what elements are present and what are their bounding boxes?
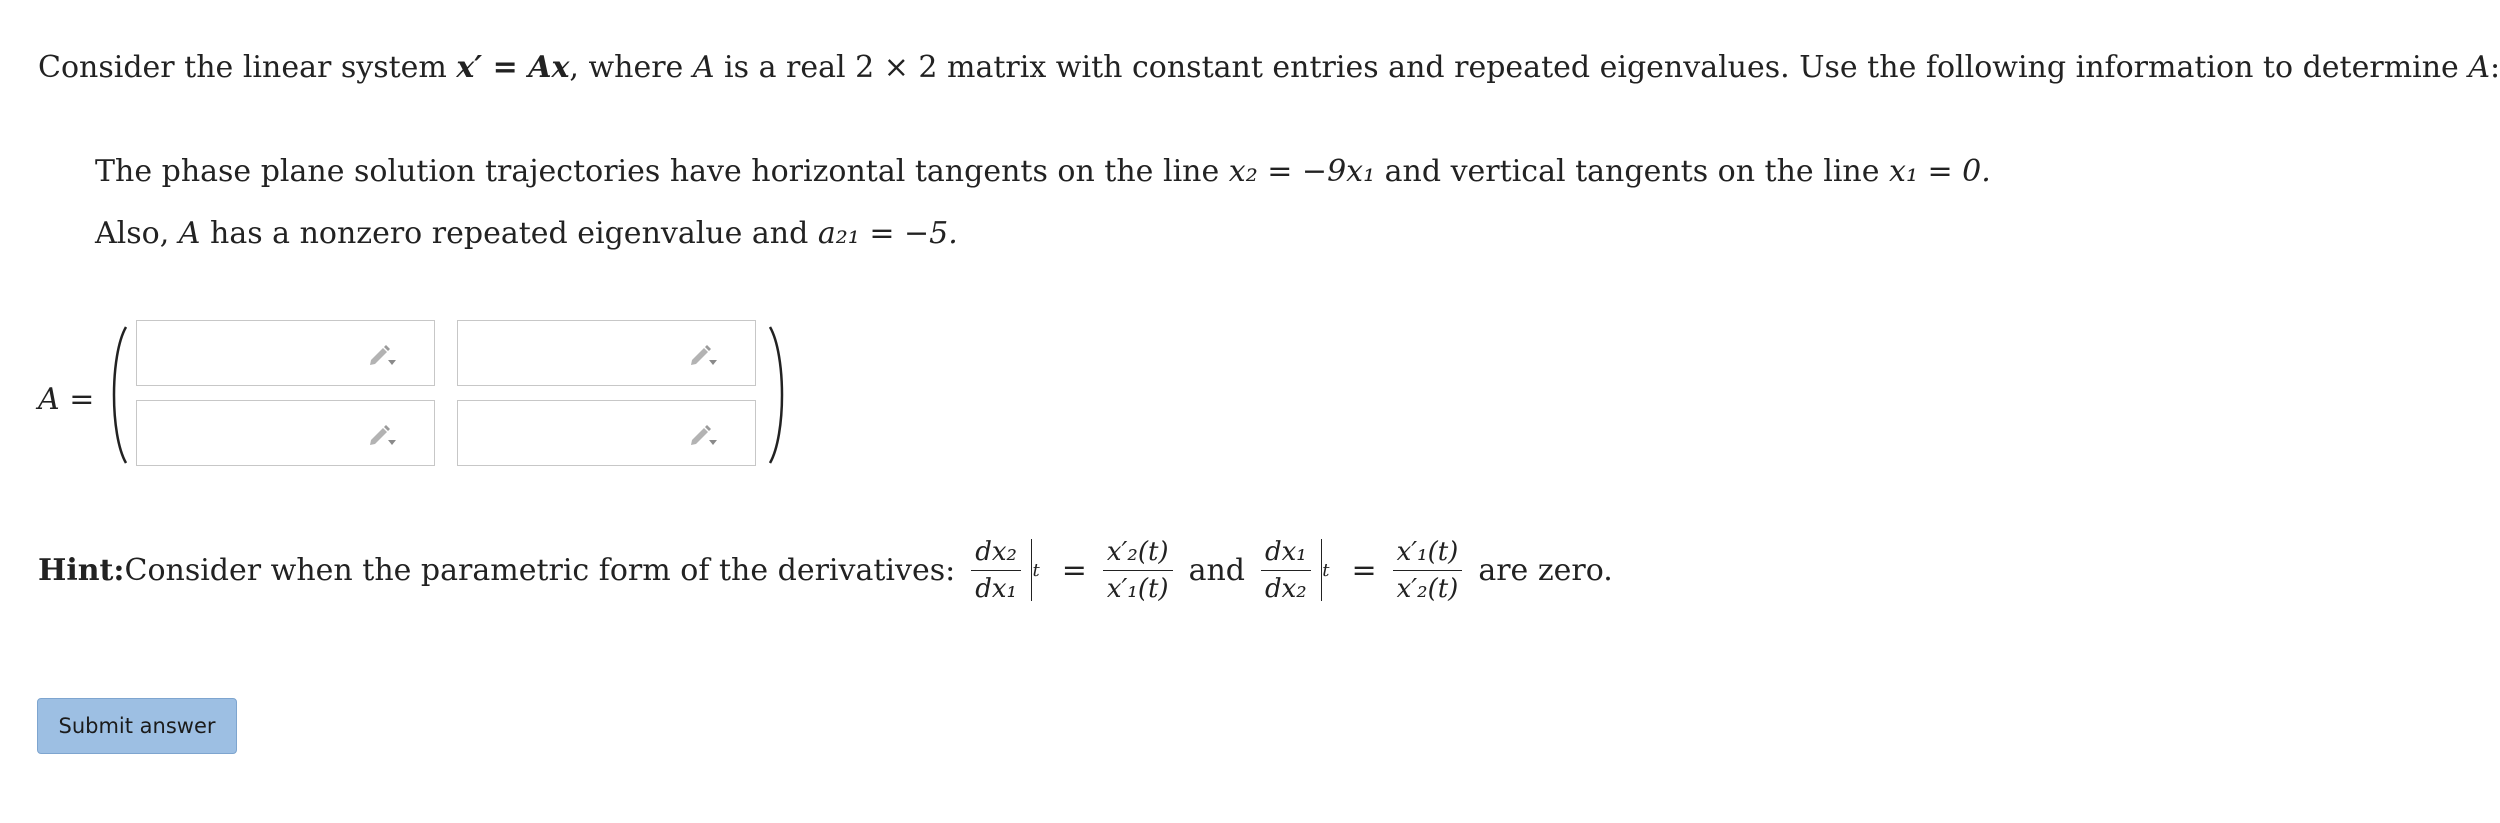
vertical-tangent-line: x₁ = 0. <box>1889 154 1991 189</box>
info-line-tangents <box>95 152 1991 192</box>
fraction-x1p-x2p <box>1393 536 1463 605</box>
matrix-symbol: A <box>2468 50 2491 85</box>
a21-value: a₂₁ = −5. <box>817 216 958 251</box>
matrix-input-a21[interactable] <box>137 401 367 465</box>
evaluation-bar <box>1321 539 1323 601</box>
intro-text: : <box>2490 50 2500 85</box>
hint-tail: are zero. <box>1478 552 1613 588</box>
evaluation-subscript: t <box>1032 559 1040 581</box>
pencil-dropdown-icon[interactable] <box>368 423 398 447</box>
matrix-input-a12[interactable] <box>458 321 688 385</box>
equals-sign: = <box>1351 552 1377 588</box>
matrix-label: A = <box>38 382 95 417</box>
matrix-cell-a12[interactable] <box>457 320 756 386</box>
pencil-dropdown-icon[interactable] <box>689 343 719 367</box>
pencil-dropdown-icon[interactable] <box>368 343 398 367</box>
matrix-symbol: A <box>692 50 715 85</box>
evaluation-subscript: t <box>1322 559 1330 581</box>
hint-and: and <box>1188 552 1245 588</box>
fraction-denominator: x′₂(t) <box>1396 573 1459 604</box>
info-text: and vertical tangents on the line <box>1375 154 1890 189</box>
submit-answer-button[interactable]: Submit answer <box>37 698 237 754</box>
horizontal-tangent-line: x₂ = −9x₁ <box>1228 154 1376 189</box>
fraction-numerator: dx₁ <box>1261 536 1311 571</box>
info-text: has a nonzero repeated eigenvalue and <box>200 216 818 251</box>
fraction-numerator: x′₂(t) <box>1103 536 1173 571</box>
fraction-dx2-dx1 <box>971 536 1021 605</box>
info-text: The phase plane solution trajectories have horizontal tangents on the line <box>95 154 1229 189</box>
matrix-cell-a11[interactable] <box>136 320 435 386</box>
intro-text: Consider the linear system <box>38 50 457 85</box>
hint-text: Consider when the parametric form of the derivatives: <box>124 552 956 588</box>
right-parenthesis <box>766 325 790 465</box>
matrix-symbol: A <box>178 216 201 251</box>
intro-text: , where <box>569 50 693 85</box>
info-line-eigenvalue <box>95 214 958 254</box>
fraction-x2p-x1p <box>1103 536 1173 605</box>
left-parenthesis <box>106 325 130 465</box>
fraction-denominator: dx₁ <box>975 573 1017 604</box>
matrix-input-a22[interactable] <box>458 401 688 465</box>
info-text: Also, <box>95 216 179 251</box>
fraction-dx1-dx2 <box>1261 536 1311 605</box>
hint <box>38 530 1623 610</box>
hint-label: Hint: <box>38 552 125 588</box>
matrix-input-a11[interactable] <box>137 321 367 385</box>
matrix-cell-a22[interactable] <box>457 400 756 466</box>
problem-intro <box>38 48 2500 88</box>
fraction-numerator: x′₁(t) <box>1393 536 1463 571</box>
fraction-numerator: dx₂ <box>971 536 1021 571</box>
system-equation: x′ = Ax <box>456 50 570 85</box>
evaluation-bar <box>1031 539 1033 601</box>
matrix-cell-a21[interactable] <box>136 400 435 466</box>
fraction-denominator: dx₂ <box>1264 573 1307 604</box>
intro-text: is a real 2 × 2 matrix with constant entries and repeated eigenvalues. Use the following information to determine <box>714 50 2469 85</box>
fraction-denominator: x′₁(t) <box>1106 573 1169 604</box>
equals-sign: = <box>1061 552 1087 588</box>
pencil-dropdown-icon[interactable] <box>689 423 719 447</box>
